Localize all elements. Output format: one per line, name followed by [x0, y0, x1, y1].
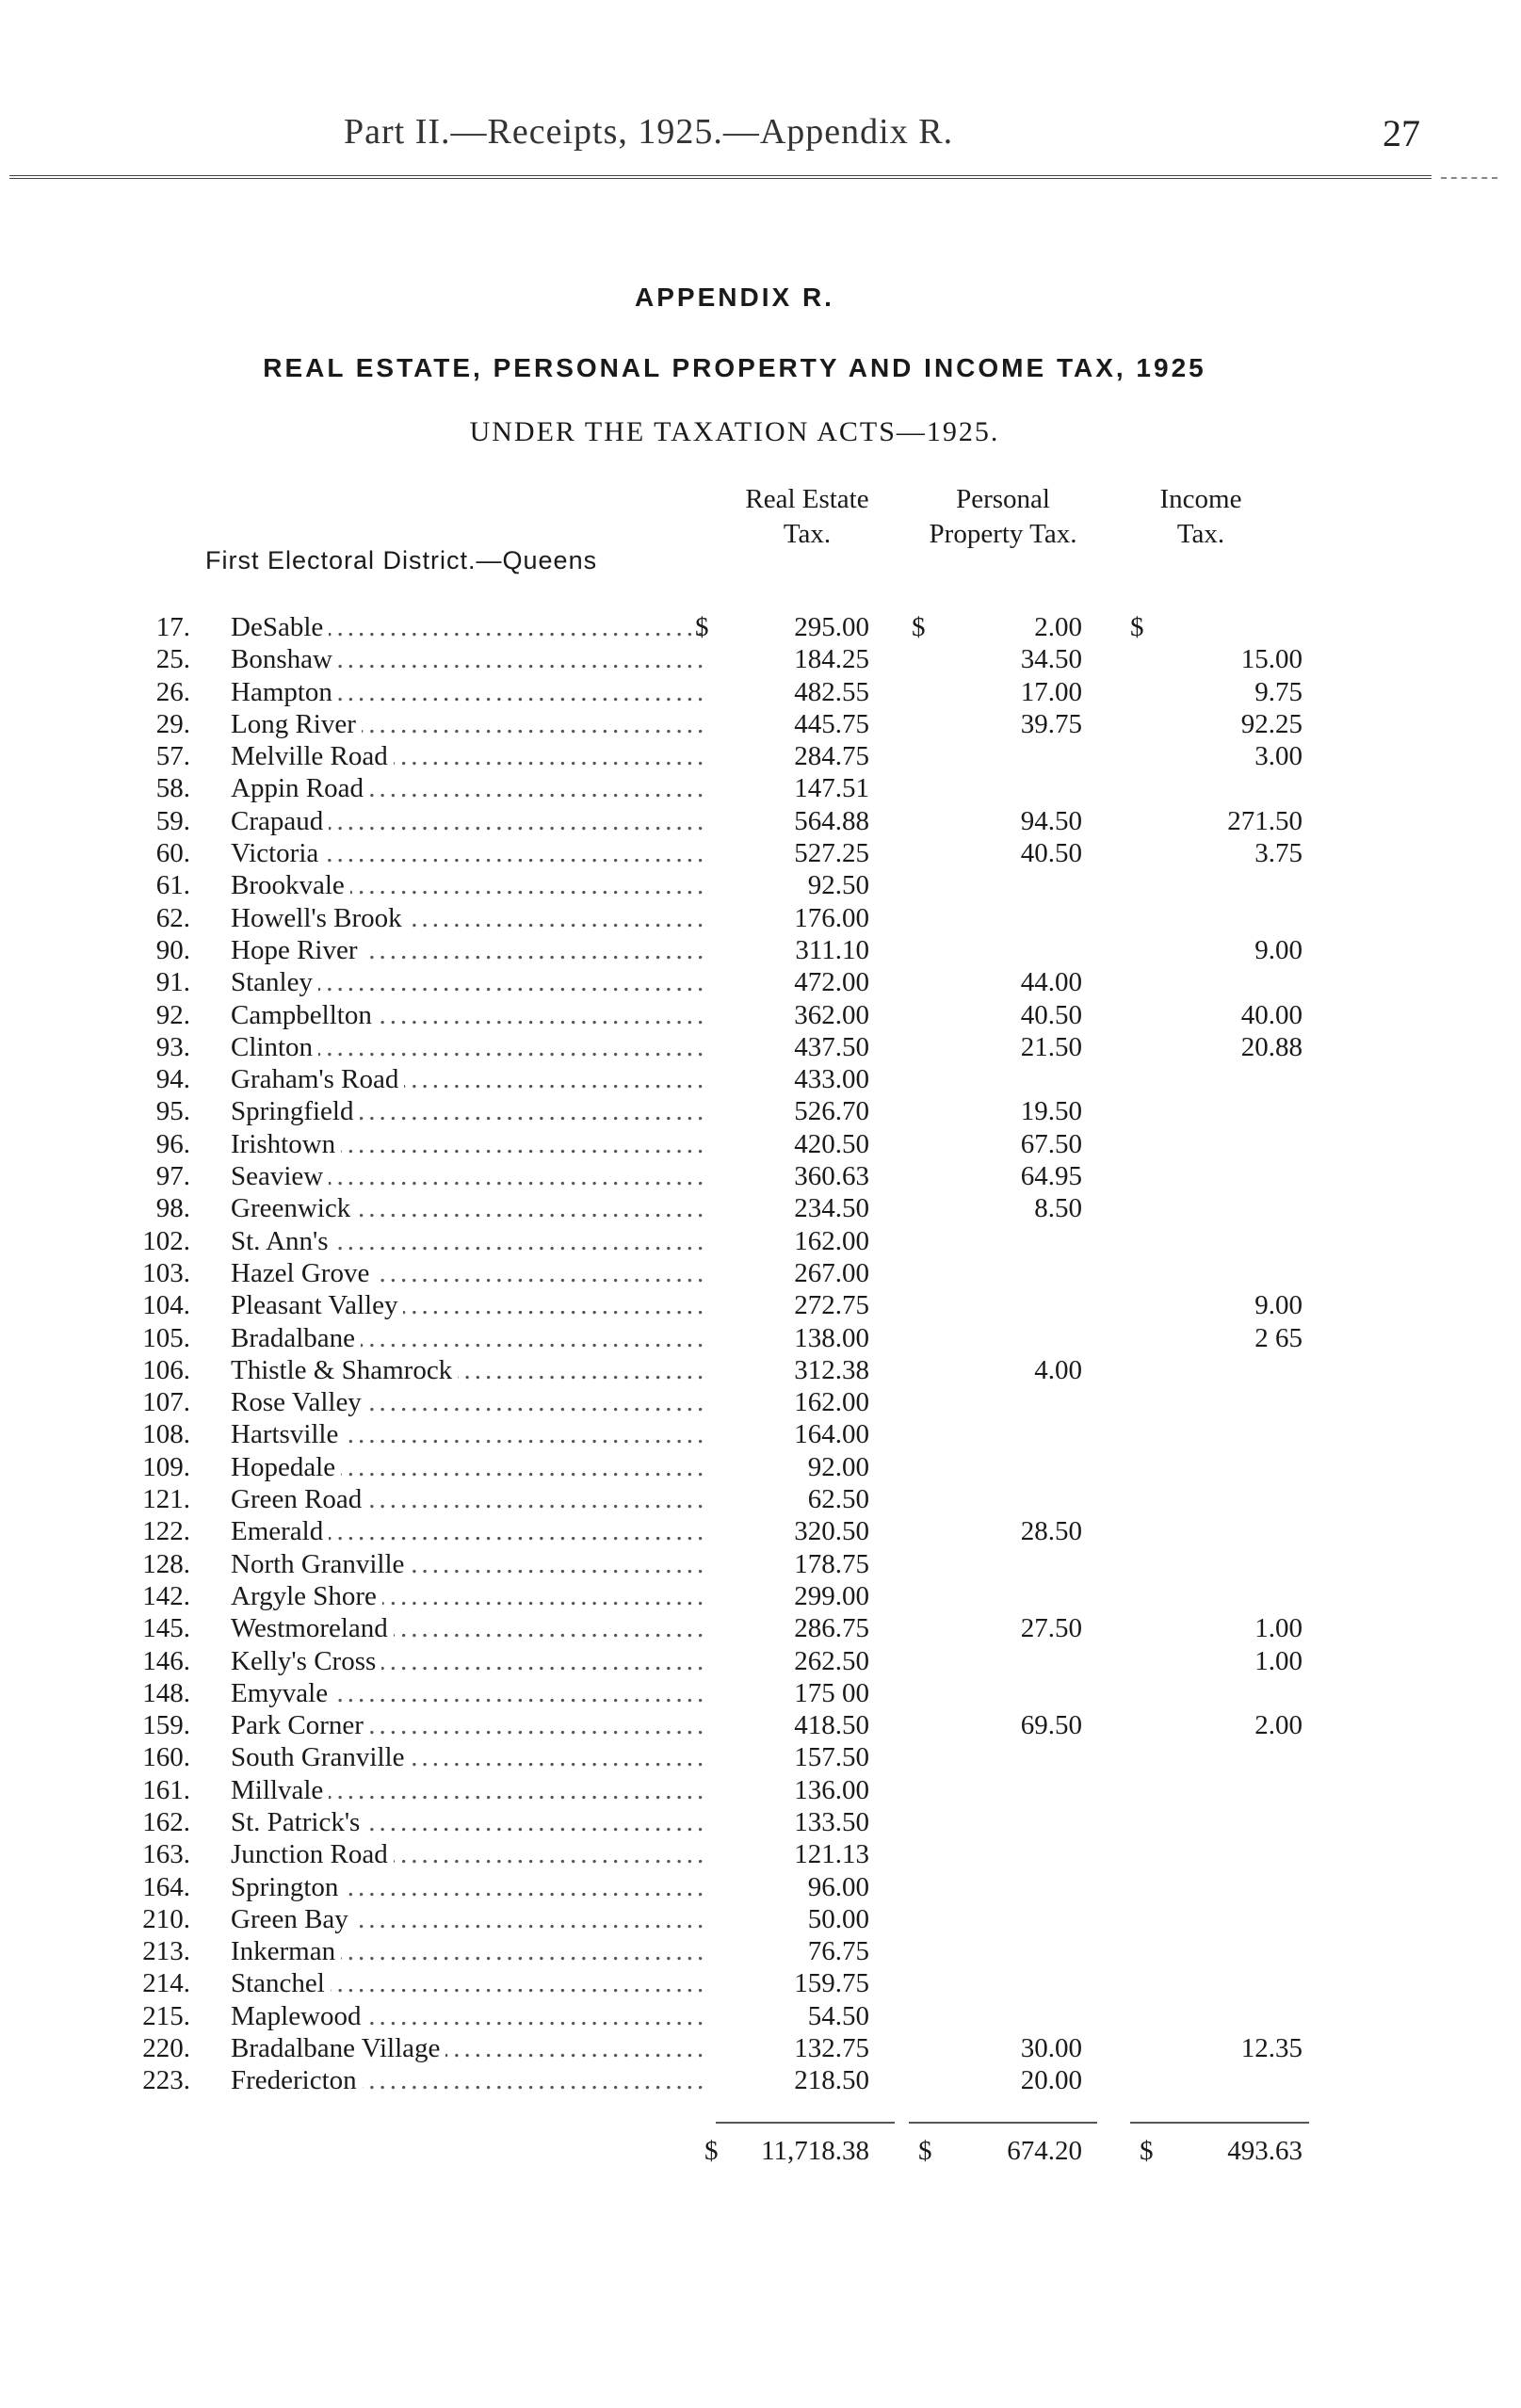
- district-name: Victoria: [231, 838, 324, 868]
- table-row: [0, 869, 1521, 901]
- real-estate-tax: 50.00: [807, 1903, 869, 1934]
- real-estate-tax: 311.10: [795, 934, 869, 965]
- column-header-line: Income: [1159, 484, 1242, 514]
- real-estate-tax: 362.00: [794, 999, 869, 1030]
- table-row: [0, 1709, 1521, 1741]
- leader-dots: [231, 1354, 704, 1386]
- subtitle: UNDER THE TAXATION ACTS—1925.: [469, 416, 1000, 447]
- appendix-title: APPENDIX R.: [635, 283, 834, 312]
- leader-dots: [231, 740, 704, 772]
- personal-property-tax: 30.00: [1020, 2033, 1082, 2064]
- real-estate-tax: 218.50: [794, 2065, 869, 2096]
- leader-dots: [231, 1580, 704, 1612]
- leader-dots: [231, 1031, 704, 1063]
- table-row: [0, 643, 1521, 675]
- district-number: 145.: [142, 1613, 190, 1644]
- district-name: Springton: [231, 1872, 344, 1902]
- personal-property-tax: 40.50: [1020, 999, 1082, 1030]
- district-number: 60.: [155, 838, 190, 869]
- leader-dots: [231, 2000, 704, 2032]
- table-row: [0, 2000, 1521, 2032]
- leader-dots: [231, 1128, 704, 1160]
- leader-dots: [231, 1418, 704, 1450]
- table-row: [0, 1774, 1521, 1806]
- district-number: 163.: [142, 1839, 190, 1870]
- district-name: Inkerman: [231, 1936, 341, 1966]
- district-name: Long River: [231, 709, 362, 739]
- district-name: Crapaud: [231, 806, 329, 836]
- real-estate-tax: 147.51: [794, 773, 869, 804]
- table-row: [0, 2032, 1521, 2064]
- district-name: Argyle Shore: [231, 1581, 382, 1611]
- table-row: [0, 1225, 1521, 1257]
- real-estate-tax: 527.25: [794, 838, 869, 869]
- real-estate-tax: 526.70: [794, 1096, 869, 1127]
- table-row: [0, 1160, 1521, 1192]
- district-number: 98.: [155, 1193, 190, 1224]
- sum-rule-income: [1130, 2122, 1309, 2124]
- total-dollar-sign: $: [704, 2136, 719, 2166]
- district-number: 97.: [155, 1161, 190, 1192]
- income-tax: 1.00: [1254, 1613, 1303, 1644]
- leader-dots: [231, 999, 704, 1031]
- table-row: [0, 1322, 1521, 1354]
- real-estate-tax: 433.00: [794, 1064, 869, 1095]
- real-estate-tax: 437.50: [794, 1031, 869, 1062]
- district-name: DeSable: [231, 612, 329, 642]
- district-name: Appin Road: [231, 773, 369, 803]
- real-estate-tax: 92.00: [807, 1451, 869, 1482]
- column-header-real-estate: [708, 482, 906, 552]
- table-row: [0, 805, 1521, 837]
- real-estate-tax: 54.50: [807, 2000, 869, 2031]
- table-row: [0, 999, 1521, 1031]
- leader-dots: [231, 902, 704, 934]
- district-number: 96.: [155, 1128, 190, 1159]
- real-estate-tax: 96.00: [807, 1871, 869, 1902]
- totals-row: [0, 2136, 1521, 2174]
- real-estate-tax: 312.38: [794, 1354, 869, 1385]
- real-estate-tax: 162.00: [794, 1387, 869, 1418]
- personal-property-tax: 17.00: [1020, 676, 1082, 707]
- district-name: Bonshaw: [231, 644, 338, 674]
- column-header-personal-property: [890, 482, 1116, 552]
- personal-property-tax: 19.50: [1020, 1096, 1082, 1127]
- income-tax: 20.88: [1240, 1031, 1303, 1062]
- leader-dots: [231, 1741, 704, 1773]
- income-tax: 9.00: [1254, 934, 1303, 965]
- personal-property-tax: 67.50: [1020, 1128, 1082, 1159]
- district-name: Pleasant Valley: [231, 1290, 403, 1320]
- real-estate-tax: 420.50: [794, 1128, 869, 1159]
- leader-dots: [231, 1192, 704, 1224]
- running-title: Part II.—Receipts, 1925.—Appendix R.: [344, 112, 954, 152]
- district-number: 26.: [155, 676, 190, 707]
- real-estate-tax: 472.00: [794, 967, 869, 998]
- district-name: Stanley: [231, 967, 318, 997]
- personal-property-tax: 44.00: [1020, 967, 1082, 998]
- leader-dots: [231, 1063, 704, 1095]
- income-tax: 3.75: [1254, 838, 1303, 869]
- district-number: 213.: [142, 1936, 190, 1967]
- leader-dots: [231, 1451, 704, 1483]
- district-name: Hope River: [231, 935, 364, 965]
- personal-property-tax: 20.00: [1020, 2065, 1082, 2096]
- total-dollar-sign: $: [1140, 2136, 1154, 2166]
- leader-dots: [231, 708, 704, 740]
- real-estate-tax: 564.88: [794, 805, 869, 836]
- income-tax: 271.50: [1227, 805, 1303, 836]
- real-estate-tax: 176.00: [794, 902, 869, 933]
- real-estate-tax: 418.50: [794, 1710, 869, 1741]
- district-number: 57.: [155, 741, 190, 772]
- table-row: [0, 966, 1521, 998]
- leader-dots: [231, 1548, 704, 1580]
- district-number: 103.: [142, 1257, 190, 1288]
- district-name: Stanchel: [231, 1968, 331, 1998]
- district-name: Campbellton: [231, 1000, 378, 1030]
- district-name: Bradalbane Village: [231, 2033, 445, 2063]
- income-tax: 3.00: [1254, 741, 1303, 772]
- district-name: Maplewood: [231, 2001, 367, 2031]
- real-estate-tax: 136.00: [794, 1774, 869, 1805]
- leader-dots: [231, 1225, 704, 1257]
- table-row: [0, 1289, 1521, 1321]
- district-number: 223.: [142, 2065, 190, 2096]
- leader-dots: [231, 1289, 704, 1321]
- table-row: [0, 1580, 1521, 1612]
- personal-property-tax: 40.50: [1020, 838, 1082, 869]
- leader-dots: [231, 772, 704, 804]
- real-estate-tax: 159.75: [794, 1968, 869, 1999]
- table-row: [0, 1838, 1521, 1870]
- table-row: [0, 837, 1521, 869]
- real-estate-tax: 267.00: [794, 1257, 869, 1288]
- district-number: 95.: [155, 1096, 190, 1127]
- running-head: [0, 111, 1521, 168]
- total-real-estate: 11,718.38: [761, 2136, 869, 2166]
- real-estate-tax: 286.75: [794, 1613, 869, 1644]
- income-tax: 40.00: [1240, 999, 1303, 1030]
- income-tax: 9.00: [1254, 1290, 1303, 1321]
- header-rule-tail: [1441, 177, 1497, 179]
- district-number: 162.: [142, 1806, 190, 1837]
- leader-dots: [231, 1386, 704, 1418]
- real-estate-tax: 76.75: [807, 1936, 869, 1967]
- district-number: 90.: [155, 934, 190, 965]
- district-number: 159.: [142, 1710, 190, 1741]
- district-name: Fredericton: [231, 2065, 363, 2095]
- page-number: 27: [1383, 112, 1420, 154]
- district-name: North Granville: [231, 1549, 410, 1579]
- real-estate-tax: 184.25: [794, 644, 869, 675]
- personal-property-tax: 4.00: [1034, 1354, 1082, 1385]
- district-number: 58.: [155, 773, 190, 804]
- table-row: [0, 1257, 1521, 1289]
- district-number: 102.: [142, 1225, 190, 1256]
- leader-dots: [231, 1871, 704, 1903]
- leader-dots: [231, 1677, 704, 1709]
- table-row: [0, 1192, 1521, 1224]
- district-number: 128.: [142, 1548, 190, 1579]
- leader-dots: [231, 1515, 704, 1547]
- real-estate-tax: 133.50: [794, 1806, 869, 1837]
- table-row: [0, 708, 1521, 740]
- district-name: Park Corner: [231, 1710, 369, 1740]
- district-number: 210.: [142, 1903, 190, 1934]
- district-number: 109.: [142, 1451, 190, 1482]
- district-number: 160.: [142, 1742, 190, 1773]
- leader-dots: [231, 1483, 704, 1515]
- income-tax: 12.35: [1240, 2033, 1303, 2064]
- personal-property-tax: 34.50: [1020, 644, 1082, 675]
- district-name: Rose Valley: [231, 1387, 367, 1417]
- main-title: REAL ESTATE, PERSONAL PROPERTY AND INCOME TAX, 1925: [263, 353, 1206, 382]
- real-estate-tax: 272.75: [794, 1290, 869, 1321]
- table-row: [0, 1031, 1521, 1063]
- real-estate-tax: 360.63: [794, 1161, 869, 1192]
- personal-property-tax: 28.50: [1020, 1516, 1082, 1547]
- leader-dots: [231, 1612, 704, 1644]
- district-number: 94.: [155, 1064, 190, 1095]
- personal-property-tax: 27.50: [1020, 1613, 1082, 1644]
- real-estate-tax: 299.00: [794, 1580, 869, 1611]
- district-number: 91.: [155, 967, 190, 998]
- income-tax: 92.25: [1240, 708, 1303, 739]
- table-row: [0, 1386, 1521, 1418]
- district-name: Irishtown: [231, 1129, 341, 1159]
- district-number: 107.: [142, 1387, 190, 1418]
- column-header-income: [1130, 482, 1271, 552]
- district-number: 142.: [142, 1580, 190, 1611]
- district-name: Greenwick: [231, 1193, 356, 1223]
- table-row: [0, 1612, 1521, 1644]
- real-estate-tax: 121.13: [794, 1839, 869, 1870]
- dollar-sign: $: [1130, 612, 1144, 642]
- district-number: 105.: [142, 1322, 190, 1353]
- table-row: [0, 1548, 1521, 1580]
- real-estate-tax: 178.75: [794, 1548, 869, 1579]
- district-name: St. Patrick's: [231, 1807, 365, 1837]
- real-estate-tax: 320.50: [794, 1516, 869, 1547]
- district-name: Hazel Grove: [231, 1258, 375, 1288]
- column-header-line: Tax.: [1176, 519, 1225, 549]
- district-name: St. Ann's: [231, 1226, 334, 1256]
- table-row: [0, 934, 1521, 966]
- leader-dots: [231, 837, 704, 869]
- real-estate-tax: 92.50: [807, 870, 869, 901]
- table-row: [0, 1451, 1521, 1483]
- leader-dots: [231, 934, 704, 966]
- column-header-line: Real Estate: [745, 484, 869, 514]
- district-number: 215.: [142, 2000, 190, 2031]
- district-name: Green Bay: [231, 1904, 354, 1934]
- leader-dots: [231, 1838, 704, 1870]
- column-header-line: Tax.: [783, 519, 832, 549]
- table-row: [0, 1354, 1521, 1386]
- district-name: Graham's Road: [231, 1064, 404, 1094]
- district-name: Melville Road: [231, 741, 394, 771]
- district-name: Hampton: [231, 677, 338, 707]
- table-row: [0, 740, 1521, 772]
- leader-dots: [231, 1903, 704, 1935]
- table-row: [0, 2064, 1521, 2096]
- personal-property-tax: 21.50: [1020, 1031, 1082, 1062]
- leader-dots: [231, 805, 704, 837]
- sum-rule-real-estate: [716, 2122, 895, 2124]
- district-name: Westmoreland: [231, 1613, 394, 1643]
- district-number: 106.: [142, 1354, 190, 1385]
- leader-dots: [231, 1257, 704, 1289]
- leader-dots: [231, 869, 704, 901]
- real-estate-tax: 162.00: [794, 1225, 869, 1256]
- district-number: 220.: [142, 2033, 190, 2064]
- table-row: [0, 1677, 1521, 1709]
- leader-dots: [231, 676, 704, 708]
- table-row: [0, 1128, 1521, 1160]
- district-name: South Granville: [231, 1742, 410, 1772]
- district-number: 164.: [142, 1871, 190, 1902]
- table-row: [0, 1741, 1521, 1773]
- leader-dots: [231, 966, 704, 998]
- total-personal-property: 674.20: [1007, 2136, 1082, 2166]
- income-tax: 9.75: [1254, 676, 1303, 707]
- district-name: Brookvale: [231, 870, 350, 900]
- real-estate-tax: 132.75: [794, 2033, 869, 2064]
- district-number: 122.: [142, 1516, 190, 1547]
- leader-dots: [231, 1935, 704, 1967]
- district-name: Junction Road: [231, 1839, 394, 1869]
- real-estate-tax: 445.75: [794, 708, 869, 739]
- personal-property-tax: 69.50: [1020, 1710, 1082, 1741]
- real-estate-tax: 262.50: [794, 1645, 869, 1676]
- district-name: Green Road: [231, 1484, 367, 1514]
- district-number: 148.: [142, 1677, 190, 1708]
- table-row: [0, 1935, 1521, 1967]
- personal-property-tax: 2.00: [1034, 612, 1082, 642]
- leader-dots: [231, 643, 704, 675]
- leader-dots: [231, 1322, 704, 1354]
- real-estate-tax: 234.50: [794, 1193, 869, 1224]
- income-tax: 2.00: [1254, 1710, 1303, 1741]
- income-tax: 1.00: [1254, 1645, 1303, 1676]
- district-number: 25.: [155, 644, 190, 675]
- district-number: 62.: [155, 902, 190, 933]
- table-row: [0, 1063, 1521, 1095]
- district-number: 108.: [142, 1419, 190, 1450]
- table-row: [0, 1483, 1521, 1515]
- district-number: 93.: [155, 1031, 190, 1062]
- column-header-line: Property Tax.: [929, 519, 1077, 549]
- district-number: 146.: [142, 1645, 190, 1676]
- real-estate-tax: 284.75: [794, 741, 869, 772]
- district-number: 104.: [142, 1290, 190, 1321]
- district-name: Thistle & Shamrock: [231, 1355, 458, 1385]
- leader-dots: [231, 1967, 704, 1999]
- table-row: [0, 611, 1521, 643]
- leader-dots: [231, 1774, 704, 1806]
- real-estate-tax: 295.00: [794, 612, 869, 642]
- district-heading: First Electoral District.—Queens: [205, 546, 598, 574]
- table-row: [0, 1871, 1521, 1903]
- real-estate-tax: 175 00: [794, 1677, 869, 1708]
- real-estate-tax: 482.55: [794, 676, 869, 707]
- income-tax: 15.00: [1240, 644, 1303, 675]
- district-name: Hopedale: [231, 1452, 341, 1482]
- district-name: Springfield: [231, 1096, 360, 1126]
- dollar-sign: $: [912, 612, 926, 642]
- table-row: [0, 1645, 1521, 1677]
- header-rule: [9, 175, 1432, 179]
- leader-dots: [231, 2064, 704, 2096]
- district-number: 121.: [142, 1484, 190, 1515]
- district-number: 214.: [142, 1968, 190, 1999]
- leader-dots: [231, 1709, 704, 1741]
- table-row: [0, 772, 1521, 804]
- district-name: Emerald: [231, 1516, 329, 1546]
- district-name: Hartsville: [231, 1419, 344, 1449]
- personal-property-tax: 64.95: [1020, 1161, 1082, 1192]
- district-name: Clinton: [231, 1032, 318, 1062]
- tax-table: [0, 611, 1521, 2097]
- column-header-line: Personal: [956, 484, 1050, 514]
- district-name: Emyvale: [231, 1678, 333, 1708]
- district-number: 92.: [155, 999, 190, 1030]
- district-number: 29.: [155, 708, 190, 739]
- table-row: [0, 1095, 1521, 1127]
- dollar-sign: $: [695, 612, 709, 642]
- personal-property-tax: 39.75: [1020, 708, 1082, 739]
- district-number: 17.: [155, 612, 190, 642]
- leader-dots: [231, 1095, 704, 1127]
- real-estate-tax: 157.50: [794, 1742, 869, 1773]
- table-row: [0, 1967, 1521, 1999]
- table-row: [0, 1418, 1521, 1450]
- personal-property-tax: 94.50: [1020, 805, 1082, 836]
- real-estate-tax: 138.00: [794, 1322, 869, 1353]
- personal-property-tax: 8.50: [1034, 1193, 1082, 1224]
- sum-rule-personal-property: [909, 2122, 1097, 2124]
- district-name: Kelly's Cross: [231, 1646, 381, 1676]
- table-row: [0, 1515, 1521, 1547]
- district-name: Seaview: [231, 1161, 329, 1191]
- table-row: [0, 676, 1521, 708]
- leader-dots: [231, 611, 704, 643]
- leader-dots: [231, 2032, 704, 2064]
- total-dollar-sign: $: [918, 2136, 932, 2166]
- leader-dots: [231, 1160, 704, 1192]
- table-row: [0, 1903, 1521, 1935]
- table-row: [0, 902, 1521, 934]
- income-tax: 2 65: [1254, 1322, 1303, 1353]
- district-name: Millvale: [231, 1775, 329, 1805]
- total-income: 493.63: [1227, 2136, 1303, 2166]
- district-number: 161.: [142, 1774, 190, 1805]
- district-name: Howell's Brook: [231, 903, 408, 933]
- leader-dots: [231, 1645, 704, 1677]
- district-number: 59.: [155, 805, 190, 836]
- leader-dots: [231, 1806, 704, 1838]
- table-row: [0, 1806, 1521, 1838]
- real-estate-tax: 62.50: [807, 1484, 869, 1515]
- real-estate-tax: 164.00: [794, 1419, 869, 1450]
- district-number: 61.: [155, 870, 190, 901]
- district-name: Bradalbane: [231, 1323, 361, 1353]
